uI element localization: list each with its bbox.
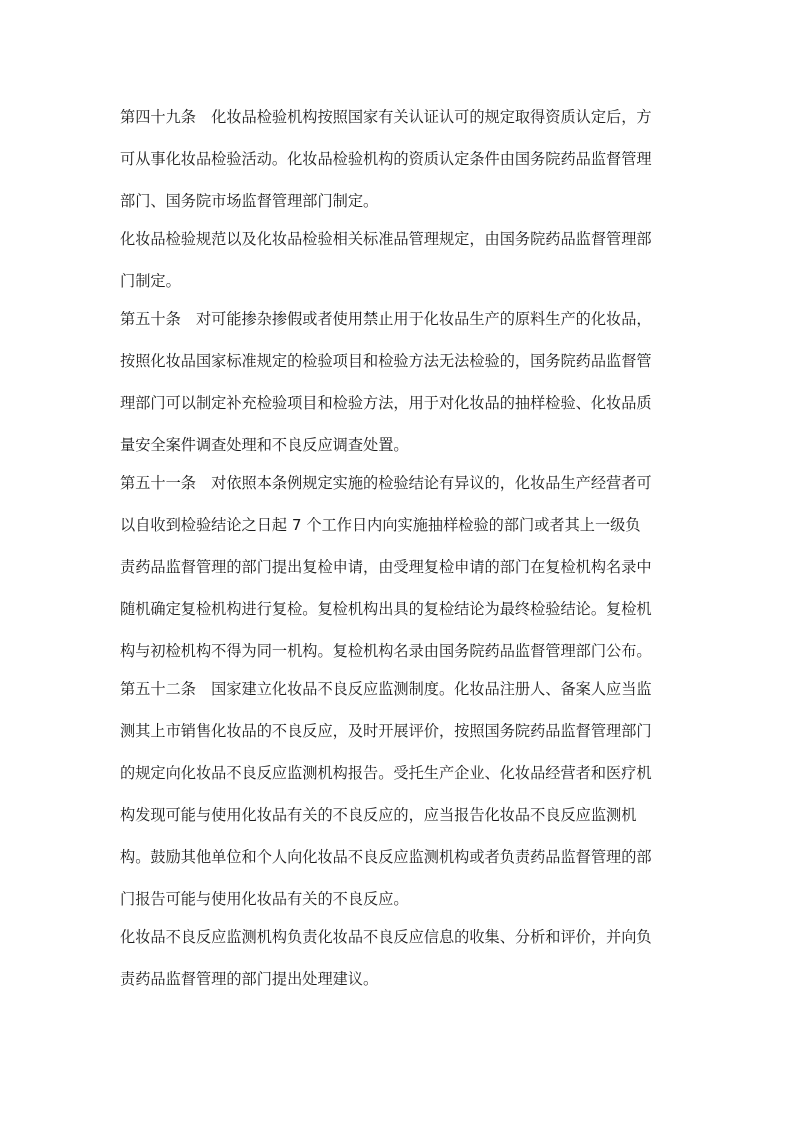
text-line: 部门、国务院市场监督管理部门制定。 xyxy=(120,192,379,210)
text-line: 按照化妆品国家标准规定的检验项目和检验方法无法检验的，国务院药品监督管 xyxy=(120,352,652,370)
text-line: 理部门可以制定补充检验项目和检验方法，用于对化妆品的抽样检验、化妆品质 xyxy=(120,394,652,412)
text-line: 测其上市销售化妆品的不良反应，及时开展评价，按照国务院药品监督管理部门 xyxy=(120,722,652,740)
document-body xyxy=(120,104,680,993)
text-line: 的规定向化妆品不良反应监测机构报告。受托生产企业、化妆品经营者和医疗机 xyxy=(120,764,652,782)
text-line: 门制定。 xyxy=(120,272,181,290)
text-line: 构与初检机构不得为同一机构。复检机构名录由国务院药品监督管理部门公布。 xyxy=(120,642,652,660)
text-line: 第五十二条 国家建立化妆品不良反应监测制度。化妆品注册人、备案人应当监 xyxy=(120,680,652,698)
text-line: 构发现可能与使用化妆品有关的不良反应的，应当报告化妆品不良反应监测机 xyxy=(120,806,637,824)
text-line: 可从事化妆品检验活动。化妆品检验机构的资质认定条件由国务院药品监督管理 xyxy=(120,150,652,168)
text-line: 第四十九条 化妆品检验机构按照国家有关认证认可的规定取得资质认定后，方 xyxy=(120,108,652,126)
text-line: 第五十条 对可能掺杂掺假或者使用禁止用于化妆品生产的原料生产的化妆品， xyxy=(120,310,652,328)
text-line: 构。鼓励其他单位和个人向化妆品不良反应监测机构或者负责药品监督管理的部 xyxy=(120,848,652,866)
text-line: 责药品监督管理的部门提出处理建议。 xyxy=(120,970,379,988)
text-line: 化妆品检验规范以及化妆品检验相关标准品管理规定，由国务院药品监督管理部 xyxy=(120,230,652,248)
text-line: 随机确定复检机构进行复检。复检机构出具的复检结论为最终检验结论。复检机 xyxy=(120,600,652,618)
text-line: 门报告可能与使用化妆品有关的不良反应。 xyxy=(120,890,409,908)
text-line: 第五十一条 对依照本条例规定实施的检验结论有异议的，化妆品生产经营者可 xyxy=(120,474,652,492)
text-line: 化妆品不良反应监测机构负责化妆品不良反应信息的收集、分析和评价，并向负 xyxy=(120,928,652,946)
text-line: 量安全案件调查处理和不良反应调查处置。 xyxy=(120,436,409,454)
text-line: 责药品监督管理的部门提出复检申请，由受理复检申请的部门在复检机构名录中 xyxy=(120,558,652,576)
text-line: 以自收到检验结论之日起 7 个工作日内向实施抽样检验的部门或者其上一级负 xyxy=(120,516,641,534)
